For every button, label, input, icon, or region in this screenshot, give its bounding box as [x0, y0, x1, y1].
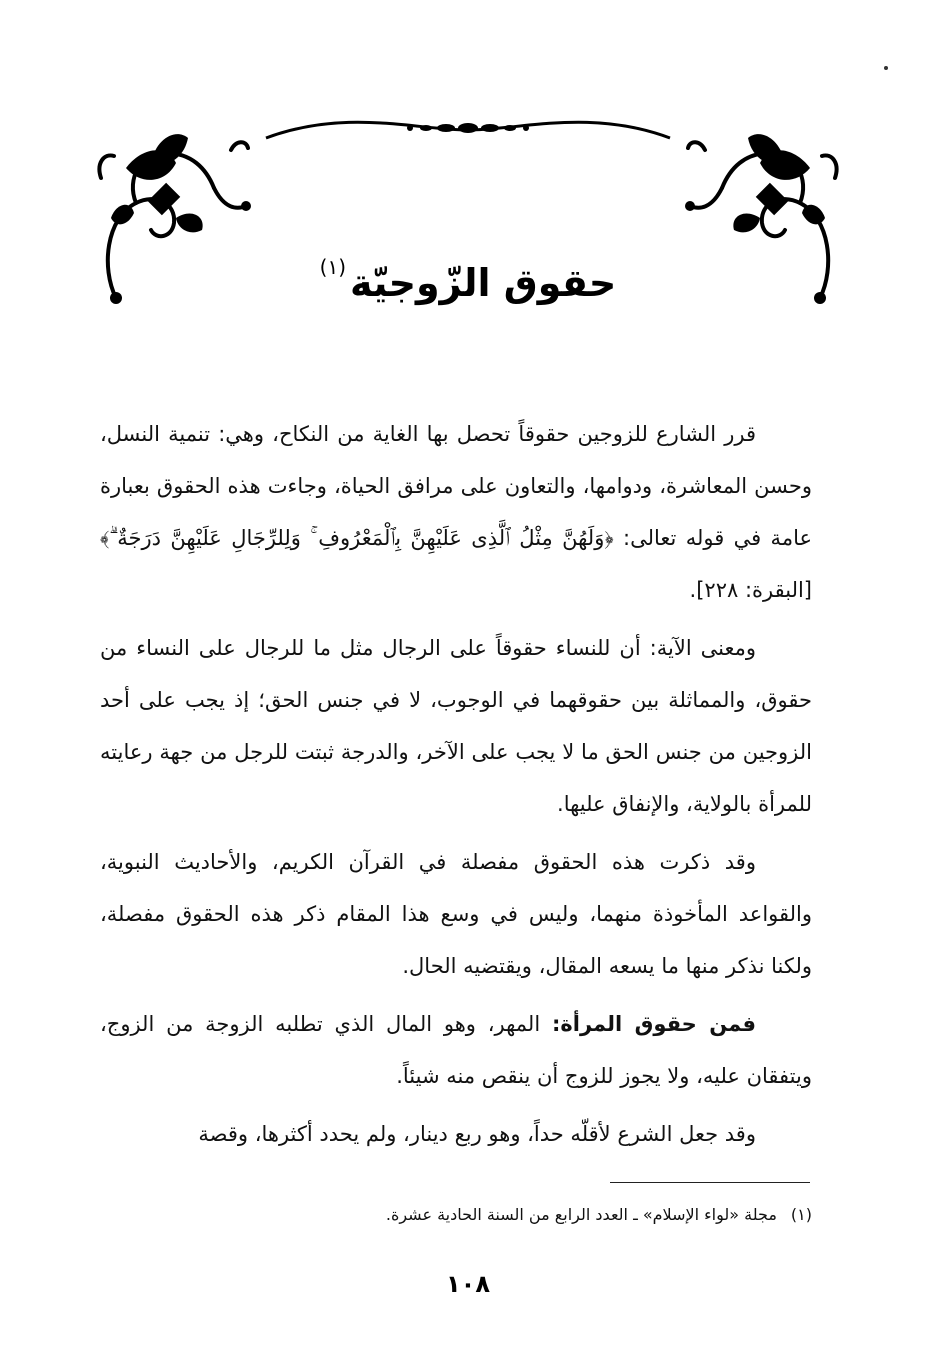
footnote	[150, 1200, 812, 1230]
footnote-divider	[610, 1182, 810, 1183]
paragraph-3: وقد ذكرت هذه الحقوق مفصلة في القرآن الكريم، والأحاديث النبوية، والقواعد المأخوذة منهما، وليس في وسع هذا المقام ذكر هذه الحقوق مفصلة، ولكنا نذكر منها ما يسعه المقال، ويقتضيه الحال.	[100, 850, 812, 978]
footnote-text: مجلة «لواء الإسلام» ـ العدد الرابع من السنة الحادية عشرة.	[385, 1205, 777, 1224]
page-number: ١٠٨	[446, 1270, 490, 1298]
title-footnote-marker: (١)	[319, 255, 347, 279]
page-title	[200, 232, 736, 305]
paragraph-4-lead: فمن حقوق المرأة:	[551, 1012, 756, 1036]
title-text: حقوق الزّوجيّة	[350, 261, 617, 305]
paragraph-5: وقد جعل الشرع لأقلّه حداً، وهو ربع دينار، ولم يحدد أكثرها، وقصة	[198, 1122, 756, 1146]
verse-citation: [البقرة: ٢٢٨].	[689, 578, 812, 602]
paragraph-2: ومعنى الآية: أن للنساء حقوقاً على الرجال مثل ما للرجال على النساء من حقوق، والمماثلة بين حقوقهما في الوجوب، لا في جنس الحق؛ إذ يجب على أحد الزوجين من جنس الحق ما لا يجب على الآخر، والدرجة ثبتت للرجل من جهة رعايته للمرأة بالولاية، والإنفاق عليها.	[100, 636, 812, 816]
paragraph-1	[100, 408, 812, 616]
footnote-number: (١)	[790, 1205, 812, 1224]
paragraph-4-text: المهر، وهو المال الذي تطلبه الزوجة من الزوج، ويتفقان عليه، ولا يجوز للزوج أن ينقص منه شيئاً.	[100, 1012, 812, 1088]
body-text	[100, 408, 812, 1166]
paragraph-4	[100, 998, 812, 1102]
quran-verse: ﴿وَلَهُنَّ مِثْلُ ٱلَّذِى عَلَيْهِنَّ بِٱلْمَعْرُوفِ ۚ وَلِلرِّجَالِ عَلَيْهِنَّ دَرَجَةٌ ۗ﴾	[100, 526, 614, 550]
stray-dot	[884, 66, 888, 70]
paragraph-1-text: قرر الشارع للزوجين حقوقاً تحصل بها الغاية من النكاح، وهي: تنمية النسل، وحسن المعاشرة، ودوامها، والتعاون على مرافق الحياة، وجاءت هذه الحقوق بعبارة عامة في قوله تعالى:	[100, 422, 812, 550]
